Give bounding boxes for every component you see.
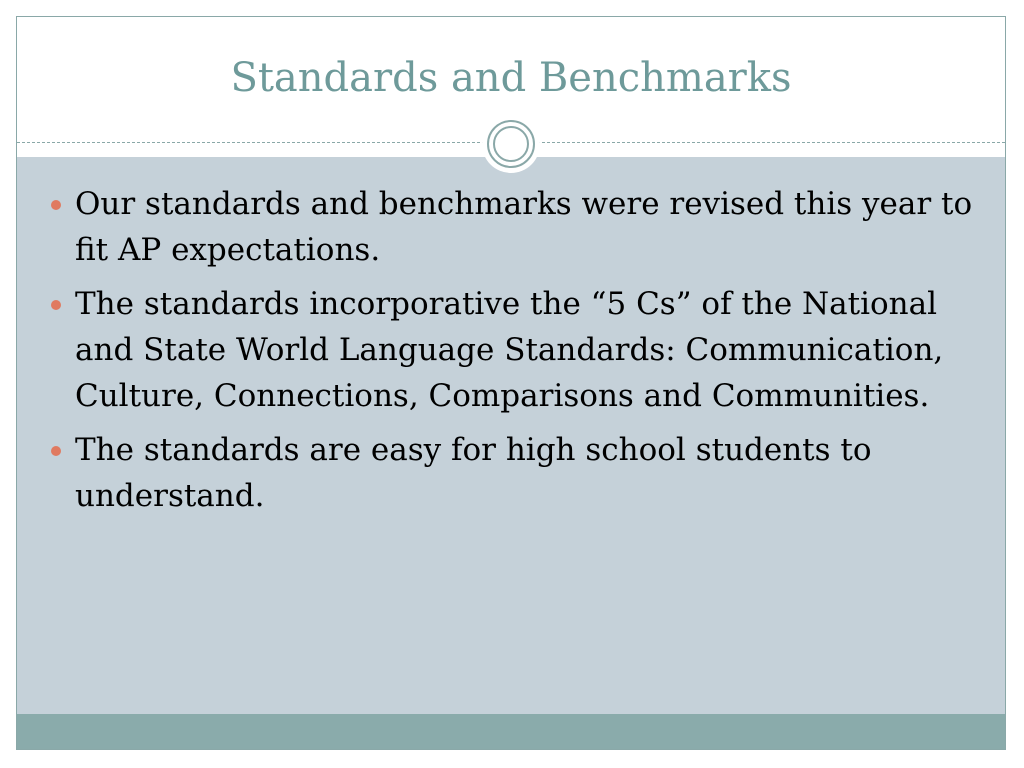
bullet-item bbox=[47, 281, 977, 419]
bullet-dot-icon bbox=[51, 200, 61, 210]
bullet-text: Our standards and benchmarks were revised this year to fit AP expectations. bbox=[75, 186, 973, 268]
bullet-text: The standards incorporative the “5 Cs” of the National and State World Language Standards: Communication, Culture, Connections, Comparisons and Communities. bbox=[75, 286, 944, 414]
bullet-text: The standards are easy for high school students to understand. bbox=[75, 432, 872, 514]
bullet-dot-icon bbox=[51, 300, 61, 310]
bullet-dot-icon bbox=[51, 446, 61, 456]
footer-band bbox=[17, 714, 1005, 749]
bullet-list bbox=[47, 181, 977, 527]
slide bbox=[16, 16, 1006, 750]
slide-title: Standards and Benchmarks bbox=[230, 55, 792, 101]
circle-ornament-icon bbox=[482, 115, 540, 173]
bullet-item bbox=[47, 427, 977, 519]
bullet-item bbox=[47, 181, 977, 273]
